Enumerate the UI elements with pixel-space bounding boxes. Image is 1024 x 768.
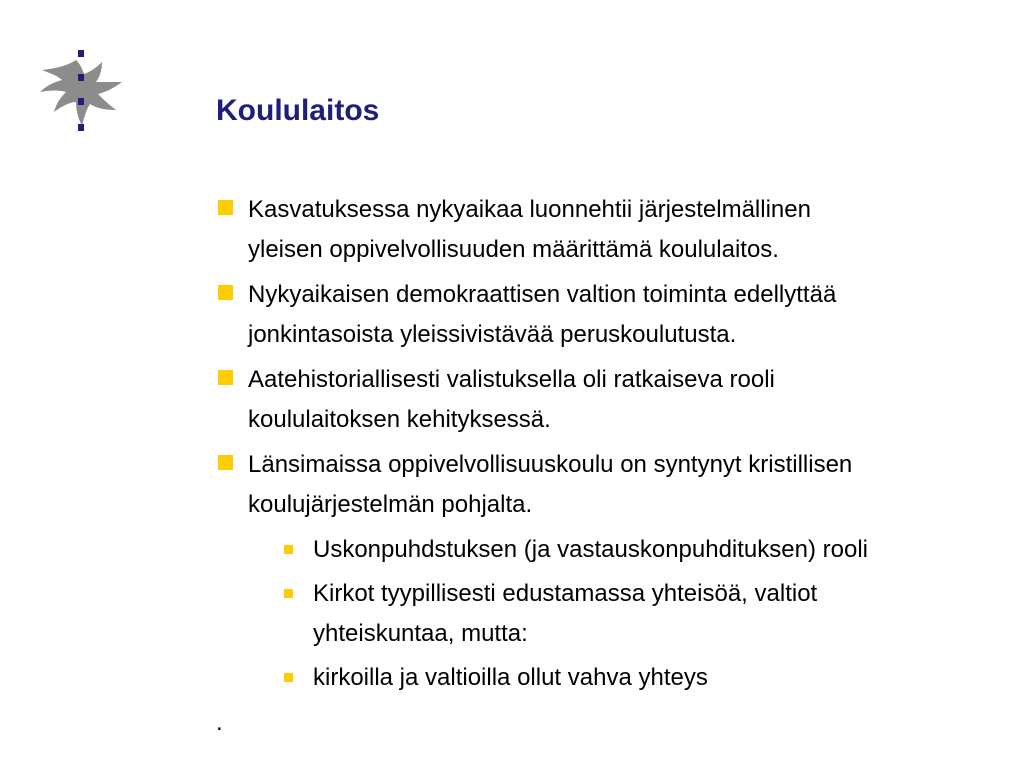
bullet-text-line: Länsimaissa oppivelvollisuuskoulu on syntynyt kristillisen [248, 451, 853, 478]
small-square-bullet-icon [284, 589, 293, 598]
square-bullet-icon [218, 285, 233, 300]
bullet-text-line: koulujärjestelmän pohjalta. [248, 491, 533, 518]
bullet-text-line: Kasvatuksessa nykyaikaa luonnehtii järjestelmällinen [248, 196, 811, 223]
bullet-list [216, 190, 1006, 702]
sub-bullet-item [281, 574, 1006, 654]
sub-bullet-text-line: Uskonpuhdstuksen (ja vastauskonpuhdituksen) rooli [313, 536, 868, 563]
bullet-text-line: jonkintasoista yleissivistävää peruskoulutusta. [248, 321, 737, 348]
bullet-text-line: yleisen oppivelvollisuuden määrittämä koululaitos. [248, 236, 779, 263]
slide-title: Koululaitos [216, 94, 380, 127]
small-square-bullet-icon [284, 673, 293, 682]
bullet-item [216, 190, 1006, 270]
square-bullet-icon [218, 455, 233, 470]
sub-bullet-text-line: yhteiskuntaa, mutta: [313, 620, 528, 647]
sub-bullet-text-line: kirkoilla ja valtioilla ollut vahva yhteys [313, 664, 708, 691]
bullet-text-line: koululaitoksen kehityksessä. [248, 406, 551, 433]
square-bullet-icon [218, 370, 233, 385]
bullet-text-line: Nykyaikaisen demokraattisen valtion toiminta edellyttää [248, 281, 837, 308]
sub-bullet-item [281, 658, 1006, 698]
bullet-text-line: Aatehistoriallisesti valistuksella oli ratkaiseva rooli [248, 366, 775, 393]
bullet-item [216, 275, 1006, 355]
bullet-item [216, 360, 1006, 440]
sub-bullet-text-line: Kirkot tyypillisesti edustamassa yhteisöä, valtiot [313, 580, 818, 607]
bullet-item [216, 445, 1006, 525]
square-bullet-icon [218, 200, 233, 215]
trailing-period: . [216, 709, 223, 736]
small-square-bullet-icon [284, 545, 293, 554]
university-flame-logo-icon [36, 48, 126, 138]
sub-bullet-item [281, 530, 1006, 570]
